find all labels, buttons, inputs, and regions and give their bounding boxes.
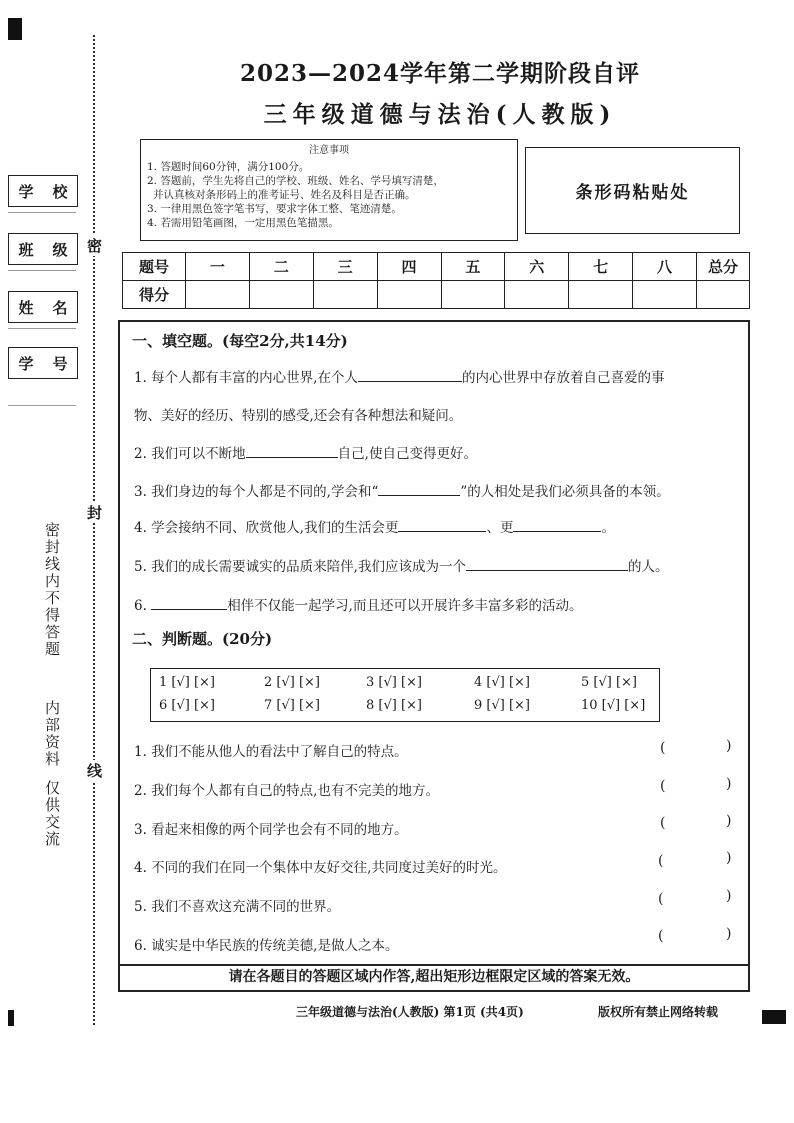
- answer-paren-close-1[interactable]: ): [726, 738, 732, 754]
- corner-mark-top-left: [8, 18, 22, 40]
- score-input-cell[interactable]: [186, 281, 250, 309]
- answer-paren-close-2[interactable]: ): [726, 776, 732, 792]
- exam-title: 2023—2024学年第二学期阶段自评: [239, 60, 641, 87]
- school-label-1: 学: [18, 182, 34, 201]
- name-label-1: 姓: [18, 298, 34, 317]
- answer-option-2[interactable]: 2 [√] [×]: [264, 675, 320, 690]
- score-header-cell: 五: [441, 253, 505, 281]
- score-header-cell: 三: [313, 253, 377, 281]
- school-line: [8, 212, 76, 213]
- for-exchange-text: 仅供交流: [43, 780, 61, 848]
- question-fill-2: [134, 442, 477, 462]
- answer-option-7[interactable]: 7 [√] [×]: [264, 698, 320, 713]
- answer-option-8[interactable]: 8 [√] [×]: [366, 698, 422, 713]
- notice-item-3: 并认真核对条形码上的准考证号、姓名及科目是否正确。: [153, 189, 416, 201]
- score-input-cell[interactable]: [249, 281, 313, 309]
- notice-item-4: 3. 一律用黑色签字笔书写，要求字体工整、笔迹清楚。: [147, 203, 402, 215]
- section1-title: 一、填空题。(每空2分,共14分): [132, 332, 348, 350]
- score-header-cell: 四: [377, 253, 441, 281]
- seal-dotted-line: [93, 35, 95, 1025]
- judgement-answer-grid: [150, 668, 660, 722]
- score-header-cell: 八: [633, 253, 697, 281]
- section2-title: 二、判断题。(20分): [132, 630, 273, 648]
- notice-item-5: 4. 若需用铅笔画图，一定用黑色笔描黑。: [147, 217, 339, 229]
- q1-blank[interactable]: [358, 367, 462, 382]
- exam-subtitle: 三年级道德与法治(人教版): [263, 101, 617, 128]
- class-label-1: 班: [18, 240, 34, 259]
- id-label-2: 号: [52, 354, 68, 373]
- answer-paren-open-6[interactable]: (: [658, 928, 664, 944]
- answer-paren-open-1[interactable]: (: [660, 740, 666, 756]
- q5-blank[interactable]: [466, 556, 628, 571]
- q4-text-b: 、更: [486, 520, 514, 536]
- answer-area-warning: 请在各题目的答题区域内作答,超出矩形边框限定区域的答案无效。: [118, 962, 750, 992]
- corner-mark-bottom-right: [762, 1010, 786, 1024]
- answer-paren-open-2[interactable]: (: [660, 778, 666, 794]
- question-fill-1: [134, 366, 664, 386]
- score-header-cell: 总分: [697, 253, 750, 281]
- q6-blank[interactable]: [151, 595, 227, 610]
- q4-text-a: 4. 学会接纳不同、欣赏他人,我们的生活会更: [134, 520, 399, 536]
- score-table-score-row: [123, 281, 750, 309]
- name-label-2: 名: [52, 298, 68, 317]
- id-label-1: 学: [18, 354, 34, 373]
- q3-text-b: ”的人相处是我们必须具备的本领。: [460, 484, 670, 500]
- judgement-question-3: 3. 看起来相像的两个同学也会有不同的地方。: [134, 822, 408, 838]
- score-header-cell: 二: [249, 253, 313, 281]
- notice-box: [140, 139, 518, 241]
- score-header-cell: 六: [505, 253, 569, 281]
- answer-paren-open-4[interactable]: (: [658, 853, 664, 869]
- internal-material-text: 内部资料: [43, 700, 61, 768]
- corner-mark-bottom-left: [8, 1010, 14, 1026]
- q2-text-a: 2. 我们可以不断地: [134, 446, 246, 462]
- judgement-question-1: 1. 我们不能从他人的看法中了解自己的特点。: [134, 744, 408, 760]
- barcode-area: 条形码粘贴处: [525, 147, 740, 234]
- answer-paren-open-3[interactable]: (: [660, 815, 666, 831]
- judgement-question-5: 5. 我们不喜欢这充满不同的世界。: [134, 899, 341, 915]
- class-line: [8, 270, 76, 271]
- name-box: [8, 291, 78, 323]
- q6-text-b: 相伴不仅能一起学习,而且还可以开展许多丰富多彩的活动。: [227, 598, 583, 614]
- q4-blank-2[interactable]: [513, 517, 601, 532]
- q3-blank[interactable]: [378, 481, 460, 496]
- score-header-cell: 题号: [123, 253, 186, 281]
- answer-option-5[interactable]: 5 [√] [×]: [581, 675, 637, 690]
- q2-text-b: 自己,使自己变得更好。: [337, 446, 477, 462]
- score-input-cell[interactable]: [377, 281, 441, 309]
- judgement-question-2: 2. 我们每个人都有自己的特点,也有不完美的地方。: [134, 783, 439, 799]
- score-input-cell[interactable]: [569, 281, 633, 309]
- q5-text-b: 的人。: [627, 559, 669, 575]
- name-line: [8, 328, 76, 329]
- score-header-cell: 一: [186, 253, 250, 281]
- judgement-question-6: 6. 诚实是中华民族的传统美德,是做人之本。: [134, 938, 399, 954]
- score-table-header-row: [123, 253, 750, 281]
- class-box: [8, 233, 78, 265]
- q1-text-b: 的内心世界中存放着自己喜爱的事: [461, 370, 665, 386]
- answer-paren-open-5[interactable]: (: [658, 891, 664, 907]
- notice-item-1: 1. 答题时间60分钟，满分100分。: [147, 161, 310, 173]
- answer-paren-close-4[interactable]: ): [726, 850, 732, 866]
- q5-text-a: 5. 我们的成长需要诚实的品质来陪伴,我们应该成为一个: [134, 559, 466, 575]
- q6-text-a: 6.: [134, 598, 147, 614]
- notice-title: 注意事项: [309, 145, 349, 156]
- seal-notice-text: 密封线内不得答题: [43, 522, 61, 658]
- answer-option-3[interactable]: 3 [√] [×]: [366, 675, 422, 690]
- question-fill-4: [134, 516, 615, 536]
- answer-option-10[interactable]: 10 [√] [×]: [581, 698, 646, 713]
- answer-option-9[interactable]: 9 [√] [×]: [474, 698, 530, 713]
- score-input-cell[interactable]: [697, 281, 750, 309]
- answer-paren-close-6[interactable]: ): [726, 926, 732, 942]
- seal-xian: 线: [87, 762, 103, 780]
- page-footer-info: 三年级道德与法治(人教版) 第1页 (共4页): [296, 1005, 524, 1019]
- id-box: [8, 347, 78, 379]
- score-row-label: 得分: [123, 281, 186, 309]
- question-fill-5: [134, 555, 668, 575]
- class-label-2: 级: [52, 240, 68, 259]
- score-input-cell[interactable]: [505, 281, 569, 309]
- answer-paren-close-3[interactable]: ): [726, 813, 732, 829]
- school-box: [8, 175, 78, 207]
- q4-blank-1[interactable]: [398, 517, 486, 532]
- q3-text-a: 3. 我们身边的每个人都是不同的,学会和“: [134, 484, 379, 500]
- id-line: [8, 405, 76, 406]
- score-input-cell[interactable]: [633, 281, 697, 309]
- score-input-cell[interactable]: [441, 281, 505, 309]
- answer-paren-close-5[interactable]: ): [726, 888, 732, 904]
- question-fill-3: [134, 480, 670, 500]
- judgement-question-4: 4. 不同的我们在同一个集体中友好交往,共同度过美好的时光。: [134, 860, 507, 876]
- answer-option-4[interactable]: 4 [√] [×]: [474, 675, 530, 690]
- q2-blank[interactable]: [246, 443, 338, 458]
- answer-option-1[interactable]: 1 [√] [×]: [159, 675, 215, 690]
- answer-option-6[interactable]: 6 [√] [×]: [159, 698, 215, 713]
- seal-feng: 封: [87, 504, 103, 522]
- copyright-notice: 版权所有禁止网络转载: [598, 1005, 719, 1019]
- score-header-cell: 七: [569, 253, 633, 281]
- q1-text-a: 1. 每个人都有丰富的内心世界,在个人: [134, 370, 358, 386]
- question-fill-1-cont: 物、美好的经历、特别的感受,还会有各种想法和疑问。: [134, 408, 463, 424]
- q4-text-c: 。: [601, 520, 615, 536]
- notice-item-2: 2. 答题前，学生先将自己的学校、班级、姓名、学号填写清楚，: [147, 175, 444, 187]
- score-table: [122, 252, 750, 309]
- seal-mi: 密: [87, 237, 103, 255]
- score-input-cell[interactable]: [313, 281, 377, 309]
- question-fill-6: [134, 594, 582, 614]
- school-label-2: 校: [52, 182, 68, 201]
